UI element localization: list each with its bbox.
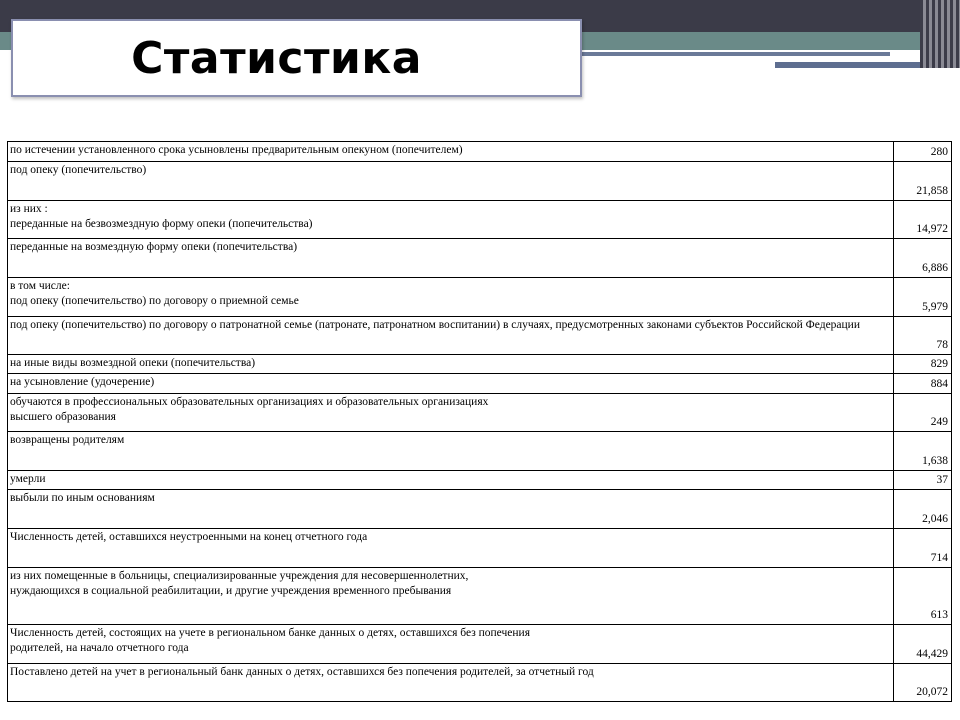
table-row: [8, 664, 952, 702]
row-value: 280: [894, 142, 952, 162]
table-row: [8, 317, 952, 355]
row-value: 14,972: [894, 201, 952, 239]
row-value: 249: [894, 394, 952, 432]
table-row: [8, 239, 952, 278]
row-label: на иные виды возмездной опеки (попечительства): [8, 355, 894, 374]
header-decor-stripes: [920, 0, 960, 68]
row-value: 44,429: [894, 625, 952, 664]
row-label: возвращены родителям: [8, 432, 894, 471]
table-row: [8, 568, 952, 625]
row-label: переданные на возмездную форму опеки (попечительства): [8, 239, 894, 278]
row-label: под опеку (попечительство) по договору о патронатной семье (патронате, патронатном воспитании) в случаях, предусмотренных законами субъектов Российской Федерации: [8, 317, 894, 355]
table-row: [8, 490, 952, 529]
row-label: под опеку (попечительство): [8, 162, 894, 201]
table-row: [8, 471, 952, 490]
row-label: из них помещенные в больницы, специализированные учреждения для несовершеннолетних, нуждающихся в социальной реабилитации, и другие учреждения временного пребывания: [8, 568, 894, 625]
table-row: [8, 432, 952, 471]
row-label: Численность детей, оставшихся неустроенными на конец отчетного года: [8, 529, 894, 568]
row-value: 1,638: [894, 432, 952, 471]
slide-title: Статистика: [131, 32, 422, 84]
row-label: Поставлено детей на учет в региональный банк данных о детях, оставшихся без попечения родителей, за отчетный год: [8, 664, 894, 702]
row-label: Численность детей, состоящих на учете в региональном банке данных о детях, оставшихся без попечения родителей, на начало отчетного года: [8, 625, 894, 664]
header-decor-line: [580, 52, 890, 56]
title-box: [11, 19, 582, 97]
row-label: из них : переданные на безвозмездную форму опеки (попечительства): [8, 201, 894, 239]
row-label: обучаются в профессиональных образовательных организациях и образовательных организациях высшего образования: [8, 394, 894, 432]
row-value: 37: [894, 471, 952, 490]
row-value: 20,072: [894, 664, 952, 702]
row-value: 21,858: [894, 162, 952, 201]
table-row: [8, 201, 952, 239]
row-value: 2,046: [894, 490, 952, 529]
row-value: 78: [894, 317, 952, 355]
table-row: [8, 394, 952, 432]
row-value: 884: [894, 374, 952, 394]
row-label: по истечении установленного срока усыновлены предварительным опекуном (попечителем): [8, 142, 894, 162]
header-decor-teal-band: [580, 32, 925, 50]
row-label: выбыли по иным основаниям: [8, 490, 894, 529]
row-label: на усыновление (удочерение): [8, 374, 894, 394]
table-row: [8, 355, 952, 374]
row-value: 613: [894, 568, 952, 625]
statistics-table: [7, 141, 952, 702]
table-row: [8, 529, 952, 568]
table-row: [8, 142, 952, 162]
table-row: [8, 374, 952, 394]
row-label: умерли: [8, 471, 894, 490]
table-row: [8, 278, 952, 317]
table-row: [8, 162, 952, 201]
row-value: 829: [894, 355, 952, 374]
row-value: 714: [894, 529, 952, 568]
row-value: 5,979: [894, 278, 952, 317]
row-label: в том числе: под опеку (попечительство) по договору о приемной семье: [8, 278, 894, 317]
row-value: 6,886: [894, 239, 952, 278]
table-row: [8, 625, 952, 664]
